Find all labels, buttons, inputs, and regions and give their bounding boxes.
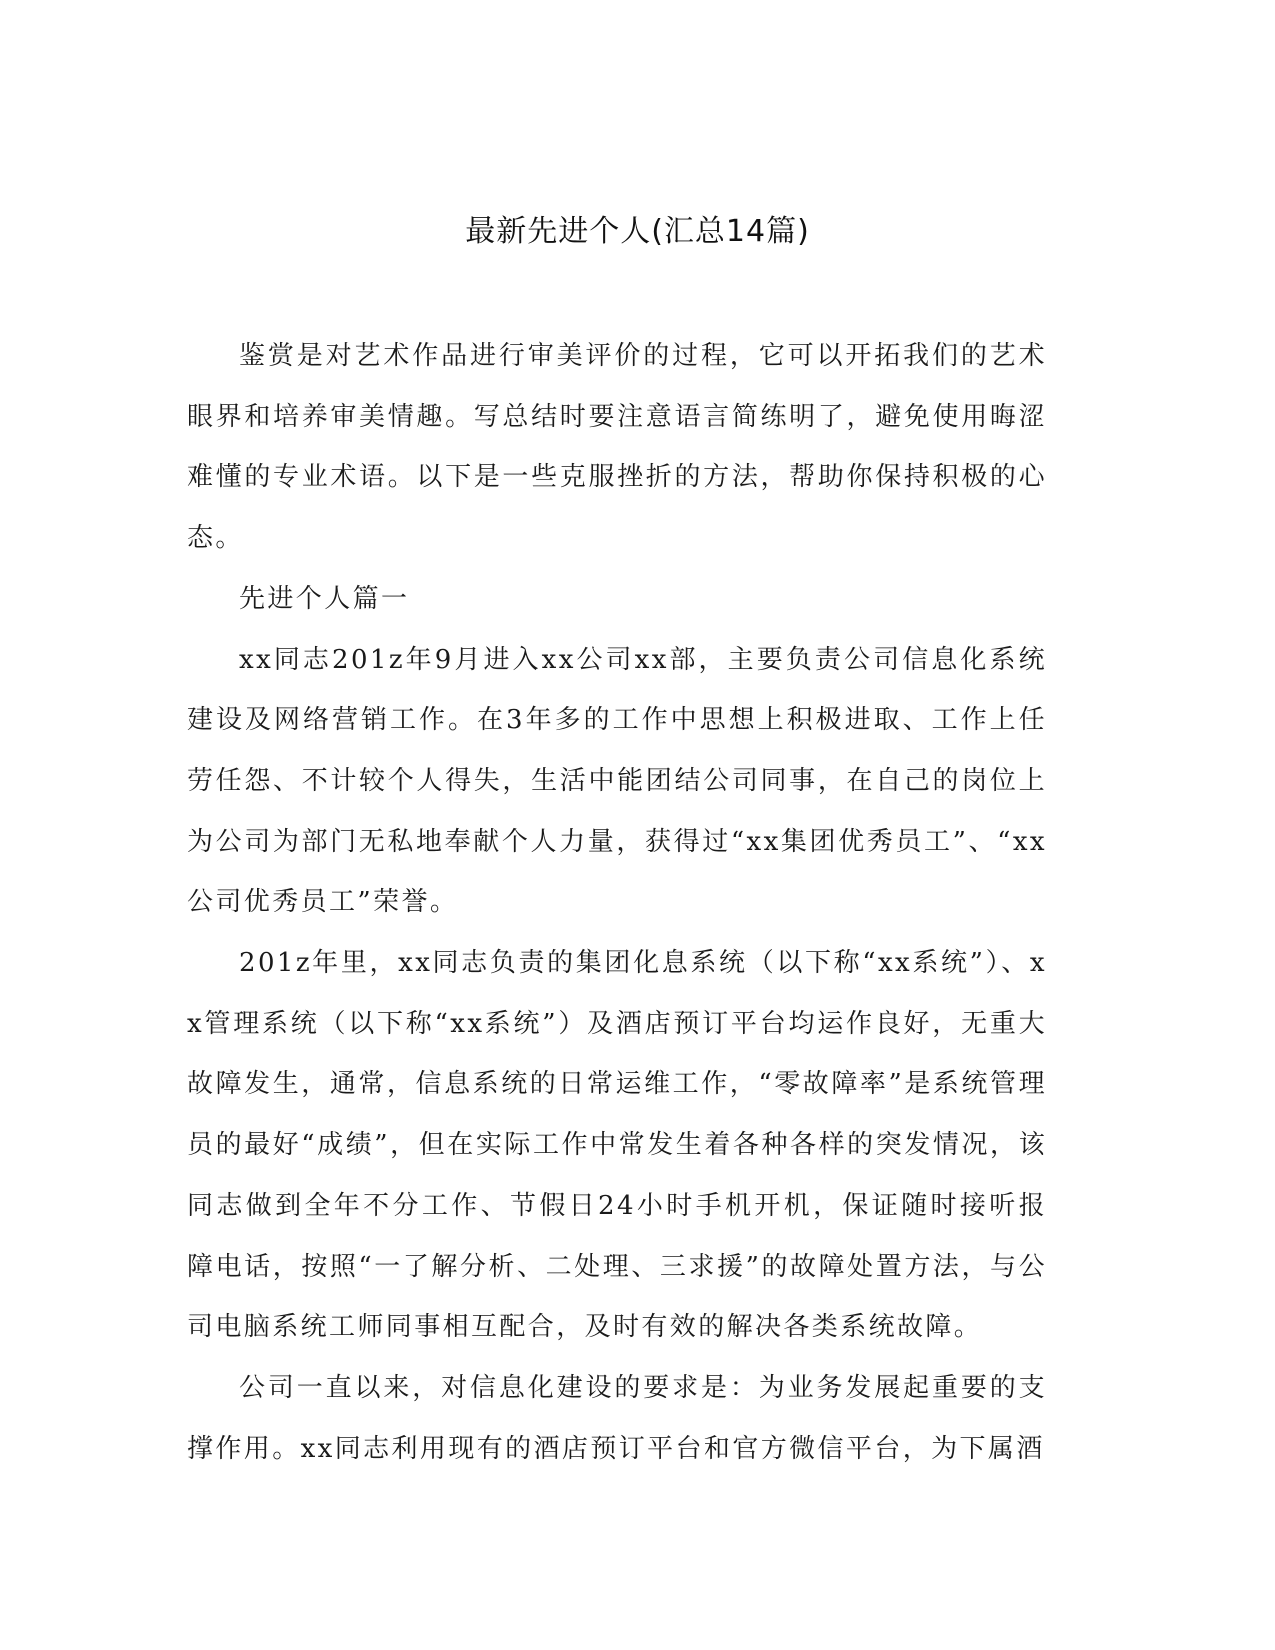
body-paragraph: 201z年里，xx同志负责的集团化息系统（以下称“xx系统”）、xx管理系统（以下称“xx系统”）及酒店预订平台均运作良好，无重大故障发生，通常，信息系统的日常运维工作，“零故障率”是系统管理员的最好“成绩”，但在实际工作中常发生着各种各样的突发情况，该同志做到全年不分工作、节假日24小时手机开机，保证随时接听报障电话，按照“一了解分析、二处理、三求援”的故障处置方法，与公司电脑系统工师同事相互配合，及时有效的解决各类系统故障。 [187,948,1047,1343]
section-heading: 先进个人篇一 [239,583,410,614]
body-paragraph: xx同志201z年9月进入xx公司xx部，主要负责公司信息化系统建设及网络营销工作。在3年多的工作中思想上积极进取、工作上任劳任怨、不计较个人得失，生活中能团结公司同事，在自己的岗位上为公司为部门无私地奉献个人力量，获得过“xx集团优秀员工”、“xx公司优秀员工”荣誉。 [187,644,1047,918]
page-title: 最新先进个人(汇总14篇) [465,214,810,249]
body-paragraph: 公司一直以来，对信息化建设的要求是：为业务发展起重要的支撑作用。xx同志利用现有的酒店预订平台和官方微信平台，为下属酒 [187,1372,1047,1464]
document-body [187,326,1047,1479]
intro-paragraph: 鉴赏是对艺术作品进行审美评价的过程，它可以开拓我们的艺术眼界和培养审美情趣。写总结时要注意语言简练明了，避免使用晦涩难懂的专业术语。以下是一些克服挫折的方法，帮助你保持积极的心态。 [187,341,1047,554]
